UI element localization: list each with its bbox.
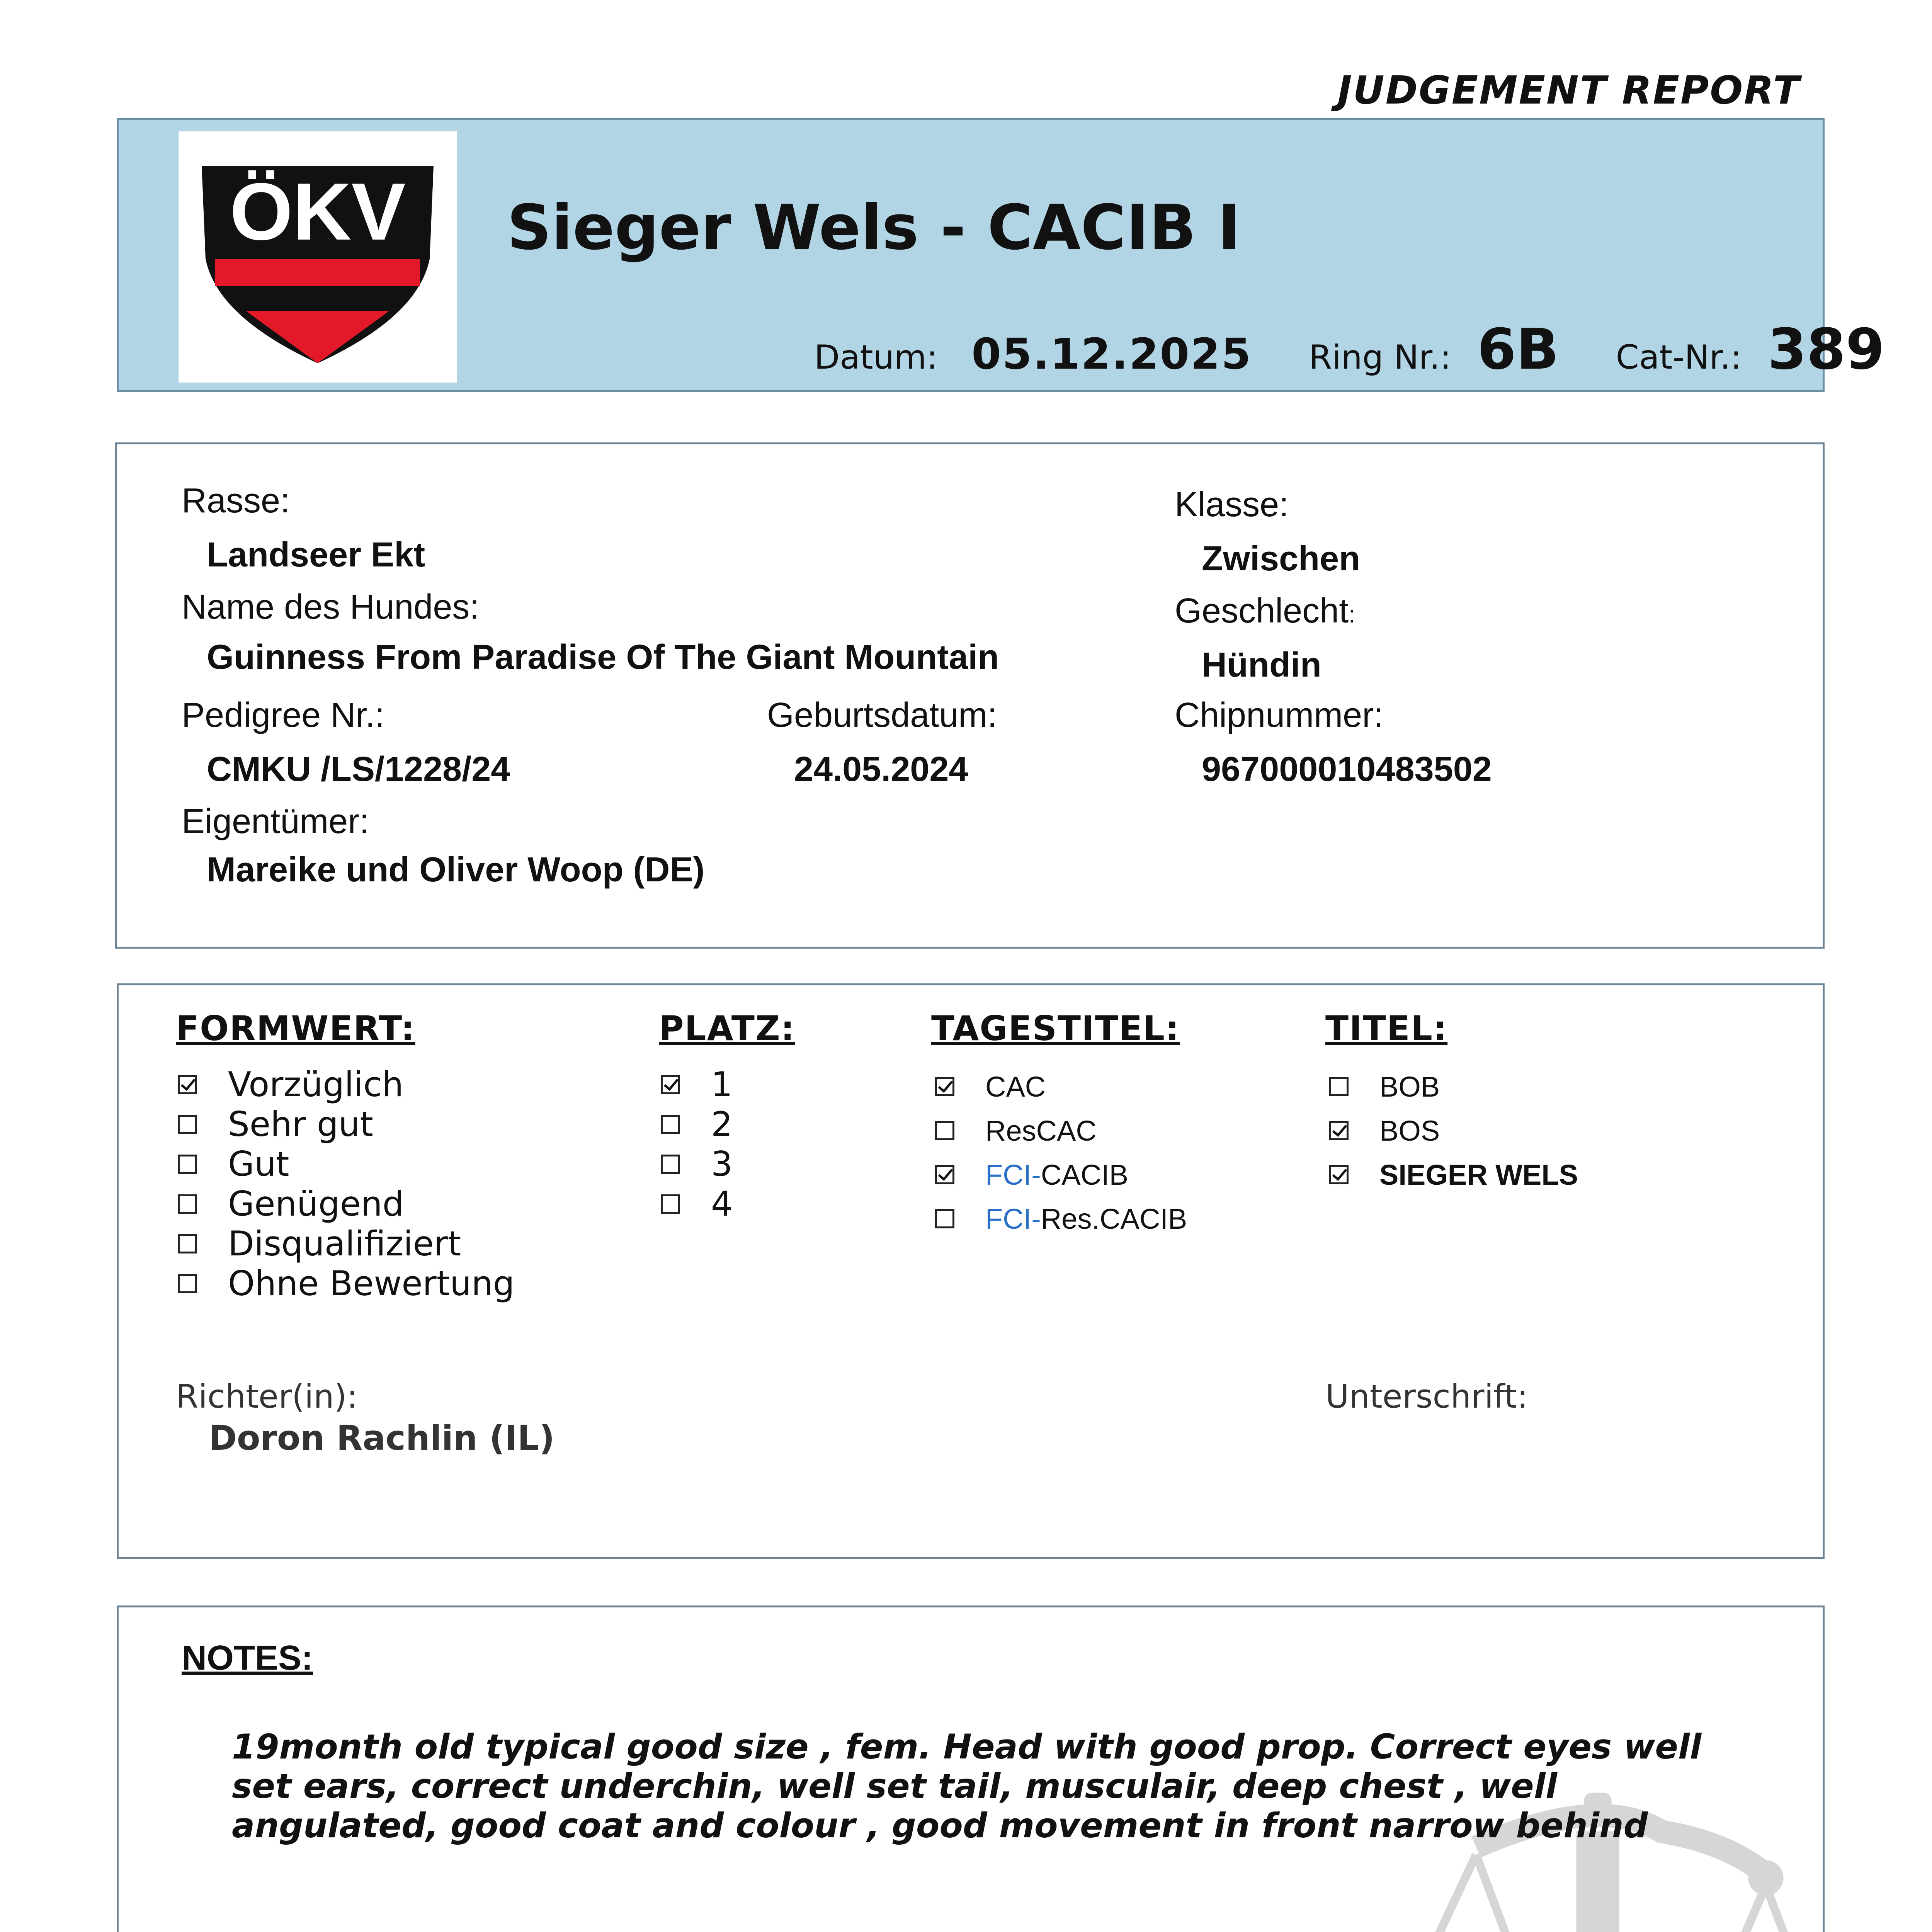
date-value: 05.12.2025 <box>971 329 1252 379</box>
owner-label: Eigentümer: <box>182 802 369 841</box>
formwert-option-label: Ohne Bewertung <box>228 1264 515 1303</box>
tagestitel-option-label: FCI-CACIB <box>985 1158 1129 1191</box>
checked-box-icon[interactable] <box>178 1075 197 1094</box>
ring-value: 6B <box>1477 317 1559 382</box>
tagestitel-option-label: FCI-Res.CACIB <box>985 1202 1187 1235</box>
platz-option-label: 3 <box>711 1144 733 1184</box>
okv-shield-icon <box>179 131 457 383</box>
platz-option-label: 1 <box>711 1065 733 1104</box>
titel-heading: TITEL: <box>1325 1009 1448 1048</box>
formwert-option-label: Disqualifiziert <box>228 1224 461 1264</box>
okv-logo-text: ÖKV <box>230 166 406 257</box>
titel-option <box>1329 1065 1578 1109</box>
okv-logo <box>179 131 457 383</box>
platz-option-label: 2 <box>711 1104 733 1144</box>
unchecked-box-icon[interactable] <box>178 1234 197 1253</box>
tagestitel-option <box>935 1065 1187 1109</box>
ring-label: Ring Nr.: <box>1309 338 1451 377</box>
formwert-option <box>178 1264 515 1303</box>
birth-date-label: Geburtsdatum: <box>767 696 997 735</box>
notes-heading: NOTES: <box>182 1639 313 1677</box>
formwert-option-label: Gut <box>228 1144 289 1184</box>
checked-box-icon[interactable] <box>1329 1121 1349 1140</box>
cat-value: 389 <box>1767 317 1885 382</box>
chip-label: Chipnummer: <box>1175 696 1384 735</box>
formwert-heading: FORMWERT: <box>176 1009 415 1048</box>
tagestitel-option <box>935 1197 1187 1241</box>
signature-label: Unterschrift: <box>1325 1378 1528 1415</box>
sex-label: Geschlecht: <box>1175 592 1355 630</box>
breed-label: Rasse: <box>182 481 290 520</box>
cat-label: Cat-Nr.: <box>1616 338 1742 377</box>
tagestitel-option <box>935 1153 1187 1197</box>
birth-date-value: 24.05.2024 <box>794 750 968 789</box>
formwert-option <box>178 1104 515 1144</box>
unchecked-box-icon[interactable] <box>1329 1077 1349 1096</box>
pedigree-value: CMKU /LS/1228/24 <box>207 750 510 789</box>
tagestitel-options <box>935 1065 1187 1241</box>
tagestitel-option-label: ResCAC <box>985 1114 1097 1147</box>
tagestitel-option <box>935 1109 1187 1153</box>
formwert-option-label: Vorzüglich <box>228 1065 404 1104</box>
pedigree-label: Pedigree Nr.: <box>182 696 385 735</box>
owner-value: Mareike und Oliver Woop (DE) <box>207 850 705 889</box>
unchecked-box-icon[interactable] <box>935 1121 954 1140</box>
fci-prefix: FCI- <box>985 1202 1041 1235</box>
platz-option <box>661 1065 733 1104</box>
formwert-option <box>178 1224 515 1264</box>
unchecked-box-icon[interactable] <box>178 1155 197 1174</box>
platz-option-label: 4 <box>711 1184 733 1224</box>
formwert-option <box>178 1144 515 1184</box>
checked-box-icon[interactable] <box>1329 1165 1349 1184</box>
date-label: Datum: <box>814 338 938 377</box>
platz-options <box>661 1065 733 1224</box>
header-banner <box>117 118 1885 392</box>
formwert-option <box>178 1065 515 1104</box>
platz-option <box>661 1104 733 1144</box>
unchecked-box-icon[interactable] <box>178 1115 197 1134</box>
unchecked-box-icon[interactable] <box>661 1194 680 1214</box>
report-heading: JUDGEMENT REPORT <box>1337 68 1801 113</box>
unchecked-box-icon[interactable] <box>178 1274 197 1293</box>
formwert-option-label: Sehr gut <box>228 1104 374 1144</box>
formwert-options <box>178 1065 515 1303</box>
show-meta <box>814 317 1884 382</box>
unchecked-box-icon[interactable] <box>935 1209 954 1228</box>
judge-value: Doron Rachlin (IL) <box>209 1418 555 1458</box>
sex-value: Hündin <box>1202 646 1321 684</box>
unchecked-box-icon[interactable] <box>661 1115 680 1134</box>
class-label: Klasse: <box>1175 485 1289 524</box>
platz-heading: PLATZ: <box>659 1009 795 1048</box>
platz-option <box>661 1144 733 1184</box>
titel-option-label: BOB <box>1379 1070 1440 1103</box>
chip-value: 967000010483502 <box>1202 750 1492 789</box>
checked-box-icon[interactable] <box>661 1075 680 1094</box>
checked-box-icon[interactable] <box>935 1077 954 1096</box>
formwert-option-label: Genügend <box>228 1184 404 1224</box>
platz-option <box>661 1184 733 1224</box>
unchecked-box-icon[interactable] <box>661 1155 680 1174</box>
fci-prefix: FCI- <box>985 1158 1041 1191</box>
breed-value: Landseer Ekt <box>207 536 425 574</box>
unchecked-box-icon[interactable] <box>178 1194 197 1214</box>
checked-box-icon[interactable] <box>935 1165 954 1184</box>
tagestitel-heading: TAGESTITEL: <box>931 1009 1180 1048</box>
titel-option <box>1329 1153 1578 1197</box>
dog-name-label: Name des Hundes: <box>182 588 480 626</box>
class-value: Zwischen <box>1202 539 1361 578</box>
titel-options <box>1329 1065 1578 1197</box>
titel-option <box>1329 1109 1578 1153</box>
titel-option-label: SIEGER WELS <box>1379 1158 1578 1191</box>
notes-text: 19month old typical good size , fem. Head with good prop. Correct eyes well set ears, correct underchin, well set tail, musculair, deep chest , well angulated, good coat and colour , good movement in front narrow behind <box>232 1727 1702 1845</box>
formwert-option <box>178 1184 515 1224</box>
tagestitel-option-label: CAC <box>985 1070 1046 1103</box>
dog-name-value: Guinness From Paradise Of The Giant Mountain <box>207 638 999 677</box>
judge-label: Richter(in): <box>176 1378 358 1415</box>
show-title: Sieger Wels - CACIB I <box>507 191 1241 264</box>
titel-option-label: BOS <box>1379 1114 1440 1147</box>
